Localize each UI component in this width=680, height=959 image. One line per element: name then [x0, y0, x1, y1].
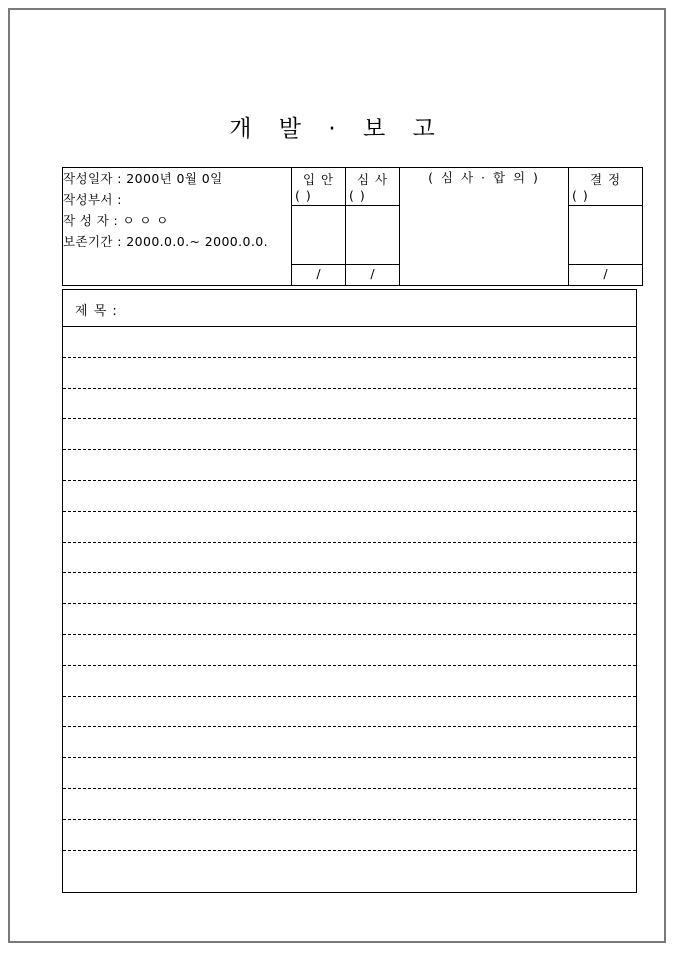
writing-line[interactable] [63, 512, 636, 543]
approval-date-draft[interactable]: / [292, 264, 345, 285]
decision-header: 결 정 [589, 172, 622, 187]
meta-line-author: 작 성 자 : ㅇ ㅇ ㅇ [63, 213, 169, 228]
writing-line[interactable] [63, 727, 636, 758]
consult-label: ( 심 사 · 합 의 ) [428, 170, 540, 185]
writing-line[interactable] [63, 543, 636, 574]
page-title: 개 발 · 보 고 [229, 116, 445, 142]
writing-line[interactable] [63, 573, 636, 604]
writing-line[interactable] [63, 481, 636, 512]
approval-date-review[interactable]: / [346, 264, 399, 285]
decision-paren: ( ) [572, 188, 589, 203]
writing-line[interactable] [63, 697, 636, 728]
meta-line-created-date: 작성일자 : 2000년 0월 0일 [63, 171, 223, 186]
subject-row[interactable] [63, 290, 636, 327]
meta-line-department: 작성부서 : [63, 192, 122, 207]
approval-signature-area-draft[interactable] [292, 205, 345, 264]
writing-line[interactable] [63, 635, 636, 666]
document-sheet [22, 22, 652, 929]
writing-line[interactable] [63, 851, 636, 882]
page-border [8, 8, 666, 943]
approval-cell-review [346, 168, 400, 286]
header-table [62, 167, 643, 286]
meta-line-retention: 보존기간 : 2000.0.0.~ 2000.0.0. [63, 234, 268, 249]
approval-cell-draft [292, 168, 346, 286]
writing-line[interactable] [63, 327, 636, 358]
decision-cell [569, 168, 643, 286]
writing-line[interactable] [63, 358, 636, 389]
consult-cell[interactable] [400, 168, 569, 286]
approval-paren-draft: ( ) [295, 188, 312, 203]
writing-line[interactable] [63, 820, 636, 851]
writing-line[interactable] [63, 758, 636, 789]
subject-label: 제 목 : [75, 304, 118, 319]
writing-line[interactable] [63, 789, 636, 820]
writing-line[interactable] [63, 450, 636, 481]
writing-line[interactable] [63, 604, 636, 635]
decision-date[interactable]: / [569, 264, 642, 285]
approval-header-review: 심 사 [356, 172, 389, 187]
writing-line[interactable] [63, 389, 636, 420]
decision-signature-area[interactable] [569, 205, 642, 264]
writing-line[interactable] [63, 419, 636, 450]
writing-line[interactable] [63, 666, 636, 697]
body-box [62, 289, 637, 893]
approval-paren-review: ( ) [349, 188, 366, 203]
approval-header-draft: 입 안 [302, 172, 335, 187]
meta-info-cell [63, 168, 292, 286]
writing-lines-area[interactable] [63, 327, 636, 892]
approval-signature-area-review[interactable] [346, 205, 399, 264]
